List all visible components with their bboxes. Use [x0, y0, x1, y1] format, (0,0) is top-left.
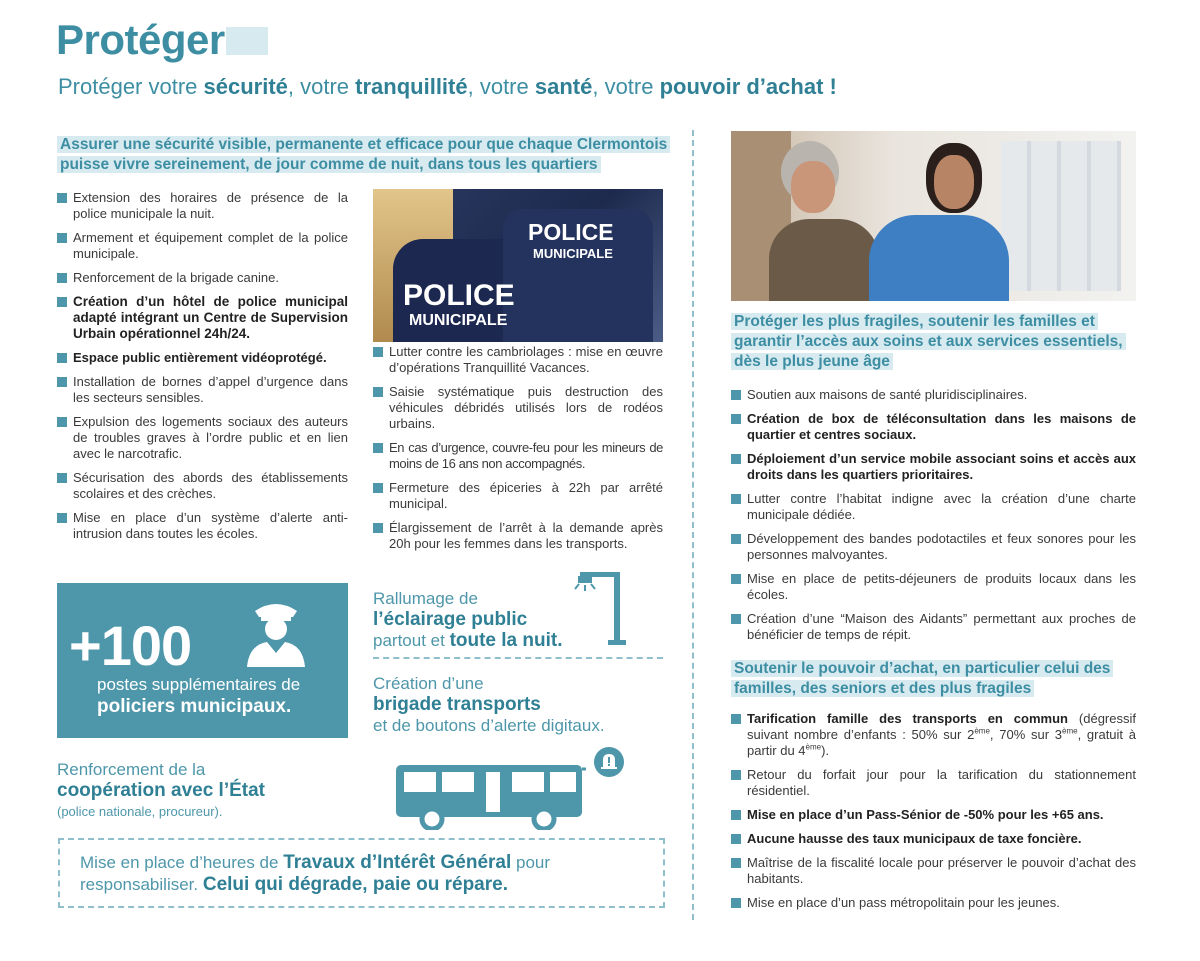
list-item: Installation de bornes d’appel d’urgence dans les secteurs sensibles. — [57, 374, 348, 406]
dashed-separator — [373, 657, 663, 659]
page-title: Protéger — [56, 16, 225, 63]
list-item: Déploiement d’un service mobile associant soins et accès aux droits dans les quartiers prioritaires. — [731, 451, 1136, 483]
column-divider — [692, 130, 694, 920]
purchasing-list — [731, 711, 1136, 919]
list-item: Renforcement de la brigade canine. — [57, 270, 348, 286]
list-item: Création de box de téléconsultation dans les maisons de quartier et centres sociaux. — [731, 411, 1136, 443]
page-subtitle: Protéger votre sécurité, votre tranquillité, votre santé, votre pouvoir d’achat ! — [58, 74, 837, 99]
section-heading-purchasing: Soutenir le pouvoir d’achat, en particulier celui des familles, des seniors et des plus fragiles — [731, 659, 1141, 699]
list-item: Expulsion des logements sociaux des auteurs de troubles graves à l’ordre public et en lien avec le narcotrafic. — [57, 414, 348, 462]
list-item: Mise en place d’un Pass-Sénior de -50% pour les +65 ans. — [731, 807, 1136, 823]
list-item: Extension des horaires de présence de la police municipale la nuit. — [57, 190, 348, 222]
section-heading-care: Protéger les plus fragiles, soutenir les familles et garantir l’accès aux soins et aux services essentiels, dès le plus jeune âge — [731, 312, 1141, 372]
list-item: Saisie systématique puis destruction des véhicules débridés utilisés lors de rodéos urbains. — [373, 384, 663, 432]
list-item: Fermeture des épiceries à 22h par arrêté municipal. — [373, 480, 663, 512]
title-decoration — [226, 27, 268, 55]
list-item: Création d’un hôtel de police municipal adapté intégrant un Centre de Supervision Urbain opérationnel 24h/24. — [57, 294, 348, 342]
street-lamp-icon — [574, 568, 630, 648]
list-item: Retour du forfait jour pour la tarification du stationnement résidentiel. — [731, 767, 1136, 799]
list-item: Aucune hausse des taux municipaux de taxe foncière. — [731, 831, 1136, 847]
list-item: Mise en place de petits-déjeuners de produits locaux dans les écoles. — [731, 571, 1136, 603]
security-list — [57, 190, 348, 550]
transport-block: Création d’une brigade transports et de boutons d’alerte digitaux. — [373, 674, 605, 735]
list-item: Élargissement de l’arrêt à la demande après 20h pour les femmes dans les transports. — [373, 520, 663, 552]
care-photo — [731, 131, 1136, 301]
police-photo: POLICE MUNICIPALE POLICE MUNICIPALE — [373, 189, 663, 342]
police-jobs-box: +100 postes supplémentaires de policiers municipaux. — [57, 583, 348, 738]
list-item: Lutter contre l’habitat indigne avec la création d’une charte municipale dédiée. — [731, 491, 1136, 523]
list-item: Armement et équipement complet de la police municipale. — [57, 230, 348, 262]
list-item: Développement des bandes podotactiles et feux sonores pour les personnes malvoyantes. — [731, 531, 1136, 563]
community-service-box: Mise en place d’heures de Travaux d’Intérêt Général pour responsabiliser. Celui qui dégrade, paie ou répare. — [58, 838, 665, 908]
list-item: Mise en place d’un système d’alerte anti-intrusion dans toutes les écoles. — [57, 510, 348, 542]
alert-icon — [593, 746, 625, 778]
care-list — [731, 387, 1136, 651]
list-item: Tarification famille des transports en commun (dégressif suivant nombre d’enfants : 50% sur 2ème, 70% sur 3ème, gratuit à partir du 4ème). — [731, 711, 1136, 759]
cooperation-block: Renforcement de la coopération avec l’État (police nationale, procureur). — [57, 760, 266, 819]
list-item: Soutien aux maisons de santé pluridisciplinaires. — [731, 387, 1136, 403]
list-item: Maîtrise de la fiscalité locale pour préserver le pouvoir d’achat des habitants. — [731, 855, 1136, 887]
list-item: Espace public entièrement vidéoprotégé. — [57, 350, 348, 366]
security-list-2 — [373, 344, 663, 560]
list-item: Lutter contre les cambriolages : mise en œuvre d’opérations Tranquillité Vacances. — [373, 344, 663, 376]
list-item: Sécurisation des abords des établissements scolaires et des crèches. — [57, 470, 348, 502]
list-item: Création d’une “Maison des Aidants” permettant aux proches de bénéficier de temps de répit. — [731, 611, 1136, 643]
section-heading-security: Assurer une sécurité visible, permanente et efficace pour que chaque Clermontois puisse vivre sereinement, de jour comme de nuit, dans tous les quartiers — [57, 135, 669, 175]
lighting-block: Rallumage de l’éclairage public partout et toute la nuit. — [373, 589, 563, 651]
list-item: Mise en place d’un pass métropolitain pour les jeunes. — [731, 895, 1136, 911]
police-officer-icon — [241, 595, 311, 667]
list-item: En cas d’urgence, couvre-feu pour les mineurs de moins de 16 ans non accompagnés. — [373, 440, 663, 472]
